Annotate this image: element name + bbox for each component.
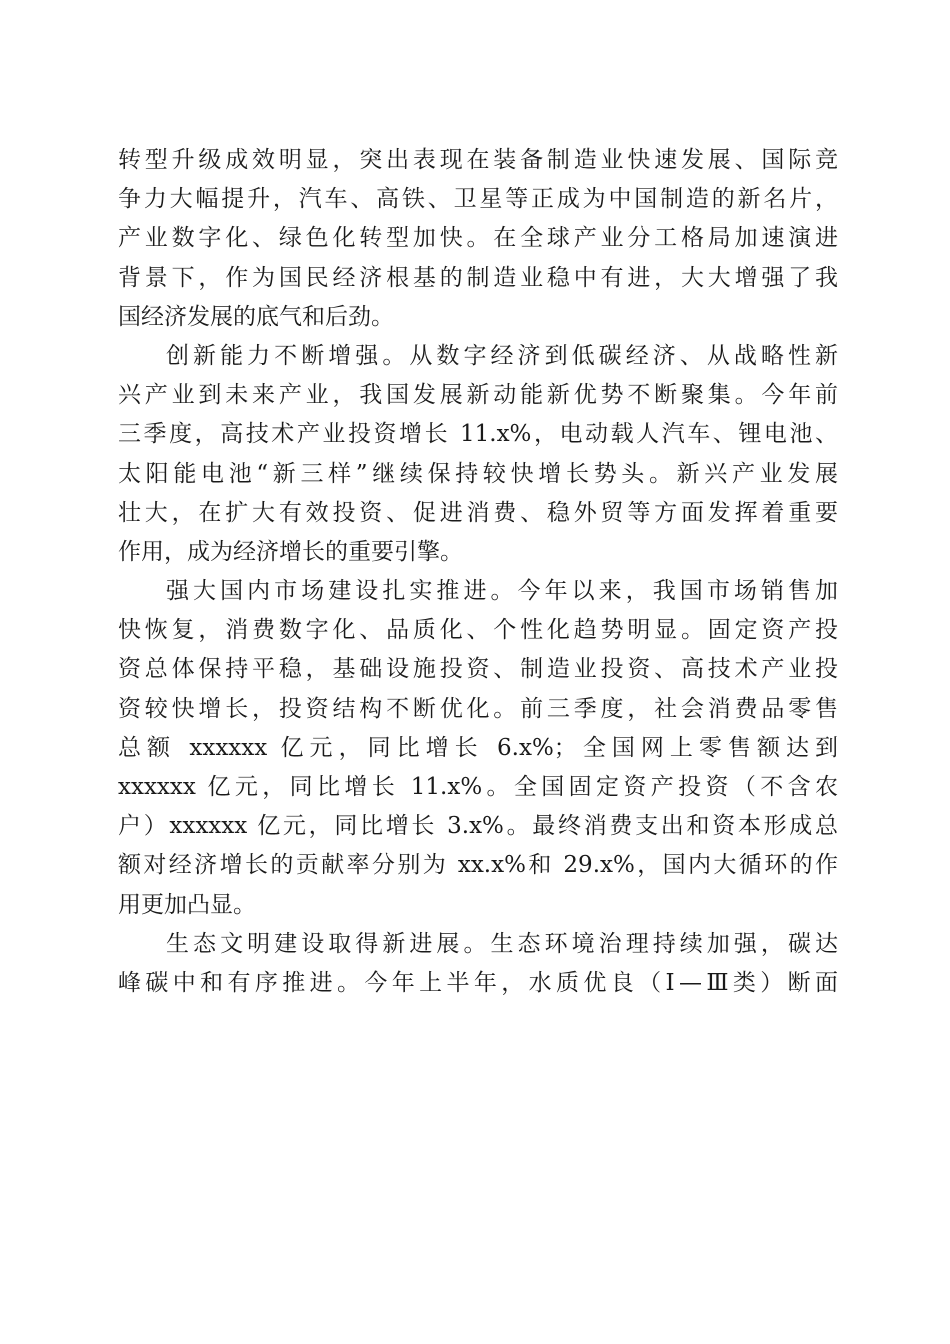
text-line: 快恢复，消费数字化、品质化、个性化趋势明显。固定资产投 [118,617,838,644]
text-line: 资较快增长，投资结构不断优化。前三季度，社会消费品零售 [118,695,838,722]
text-line: 三季度，高技术产业投资增长 11.x%，电动载人汽车、锂电池、 [118,421,838,448]
text-line: 资总体保持平稳，基础设施投资、制造业投资、高技术产业投 [118,656,838,683]
paragraph-innovation [118,337,838,572]
text-line: 总额 xxxxxx 亿元，同比增长 6.x%；全国网上零售额达到 [118,734,838,761]
text-line: 户）xxxxxx 亿元，同比增长 3.x%。最终消费支出和资本形成总 [118,813,838,840]
text-line: 兴产业到未来产业，我国发展新动能新优势不断聚集。今年前 [118,382,838,409]
text-line: 壮大，在扩大有效投资、促进消费、稳外贸等方面发挥着重要 [118,499,838,526]
text-line: 背景下，作为国民经济根基的制造业稳中有进，大大增强了我 [118,264,838,291]
paragraph-manufacturing [118,141,838,337]
text-line: 转型升级成效明显，突出表现在装备制造业快速发展、国际竞 [118,147,838,173]
text-line: 作用，成为经济增长的重要引擎。 [118,538,463,565]
document-body [118,141,838,1003]
text-line: 用更加凸显。 [118,891,256,918]
text-line: 太阳能电池“新三样”继续保持较快增长势头。新兴产业发展 [118,460,838,487]
text-line: 创新能力不断增强。从数字经济到低碳经济、从战略性新 [166,342,838,369]
text-line: 峰碳中和有序推进。今年上半年，水质优良（Ⅰ—Ⅲ类）断面 [118,969,838,996]
text-line: 国经济发展的底气和后劲。 [118,303,394,330]
paragraph-ecological [118,925,838,1003]
text-line: 生态文明建设取得新进展。生态环境治理持续加强，碳达 [166,930,838,957]
text-line: xxxxxx 亿元，同比增长 11.x%。全国固定资产投资（不含农 [118,774,838,800]
text-line: 争力大幅提升，汽车、高铁、卫星等正成为中国制造的新名片， [118,186,838,213]
text-line: 强大国内市场建设扎实推进。今年以来，我国市场销售加 [166,578,838,605]
text-line: 额对经济增长的贡献率分别为 xx.x%和 29.x%，国内大循环的作 [118,852,838,879]
text-line: 产业数字化、绿色化转型加快。在全球产业分工格局加速演进 [118,225,838,252]
paragraph-domestic-market [118,572,838,925]
